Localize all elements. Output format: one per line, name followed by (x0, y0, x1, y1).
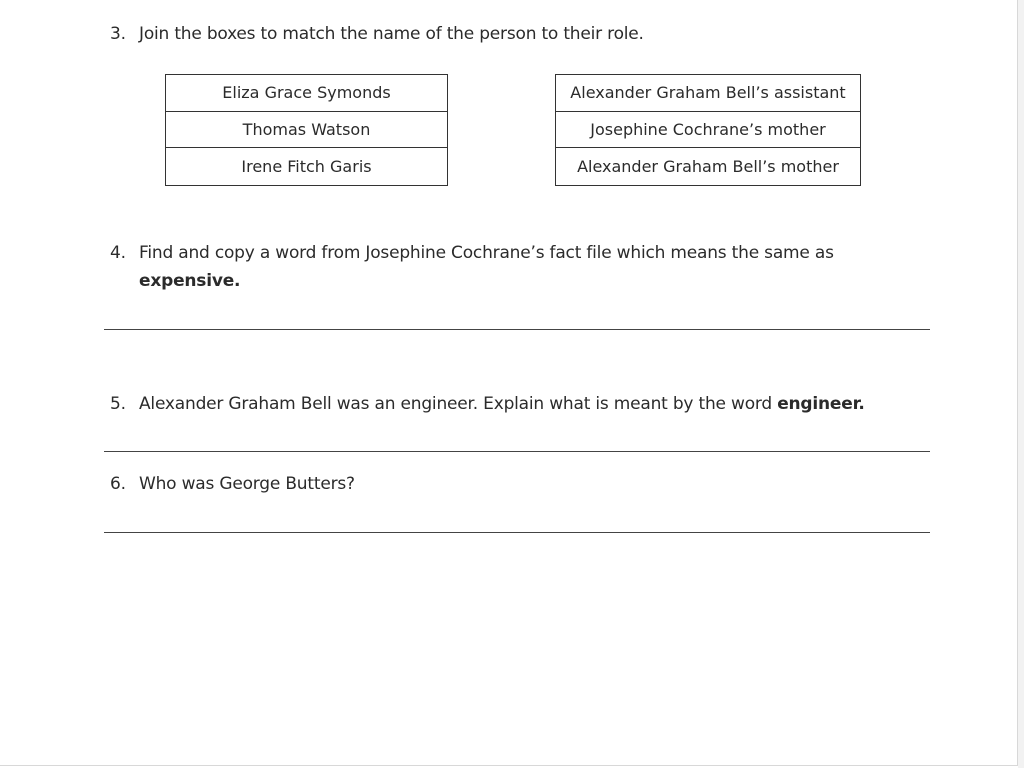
question-3 (110, 20, 910, 48)
role-box[interactable]: Alexander Graham Bell’s mother (577, 156, 839, 176)
question-text: Join the boxes to match the name of the person to their role. (139, 24, 644, 44)
answer-line[interactable] (104, 451, 930, 452)
names-box-column (165, 74, 448, 186)
name-box[interactable]: Thomas Watson (166, 112, 447, 149)
question-5 (110, 390, 930, 418)
question-text: Who was George Butters? (139, 474, 355, 494)
roles-box-column (555, 74, 861, 186)
page-edge (1018, 0, 1024, 768)
role-box[interactable]: Alexander Graham Bell’s assistant (556, 75, 860, 112)
keyword: expensive. (139, 271, 241, 291)
question-text (139, 390, 865, 418)
keyword: engineer. (777, 394, 865, 414)
question-number: 4. (110, 243, 126, 263)
answer-line[interactable] (104, 329, 930, 330)
question-number: 6. (110, 474, 126, 494)
answer-line[interactable] (104, 532, 930, 533)
role-box[interactable]: Josephine Cochrane’s mother (556, 112, 860, 149)
name-box[interactable]: Irene Fitch Garis (241, 156, 372, 176)
question-6 (110, 470, 910, 498)
question-text-main: Alexander Graham Bell was an engineer. Explain what is meant by the word (139, 394, 778, 414)
question-4 (110, 239, 910, 295)
name-box[interactable]: Eliza Grace Symonds (166, 75, 447, 112)
question-text: Find and copy a word from Josephine Cochrane’s fact file which means the same as (139, 243, 834, 263)
question-number: 5. (110, 394, 126, 414)
question-number: 3. (110, 24, 126, 44)
